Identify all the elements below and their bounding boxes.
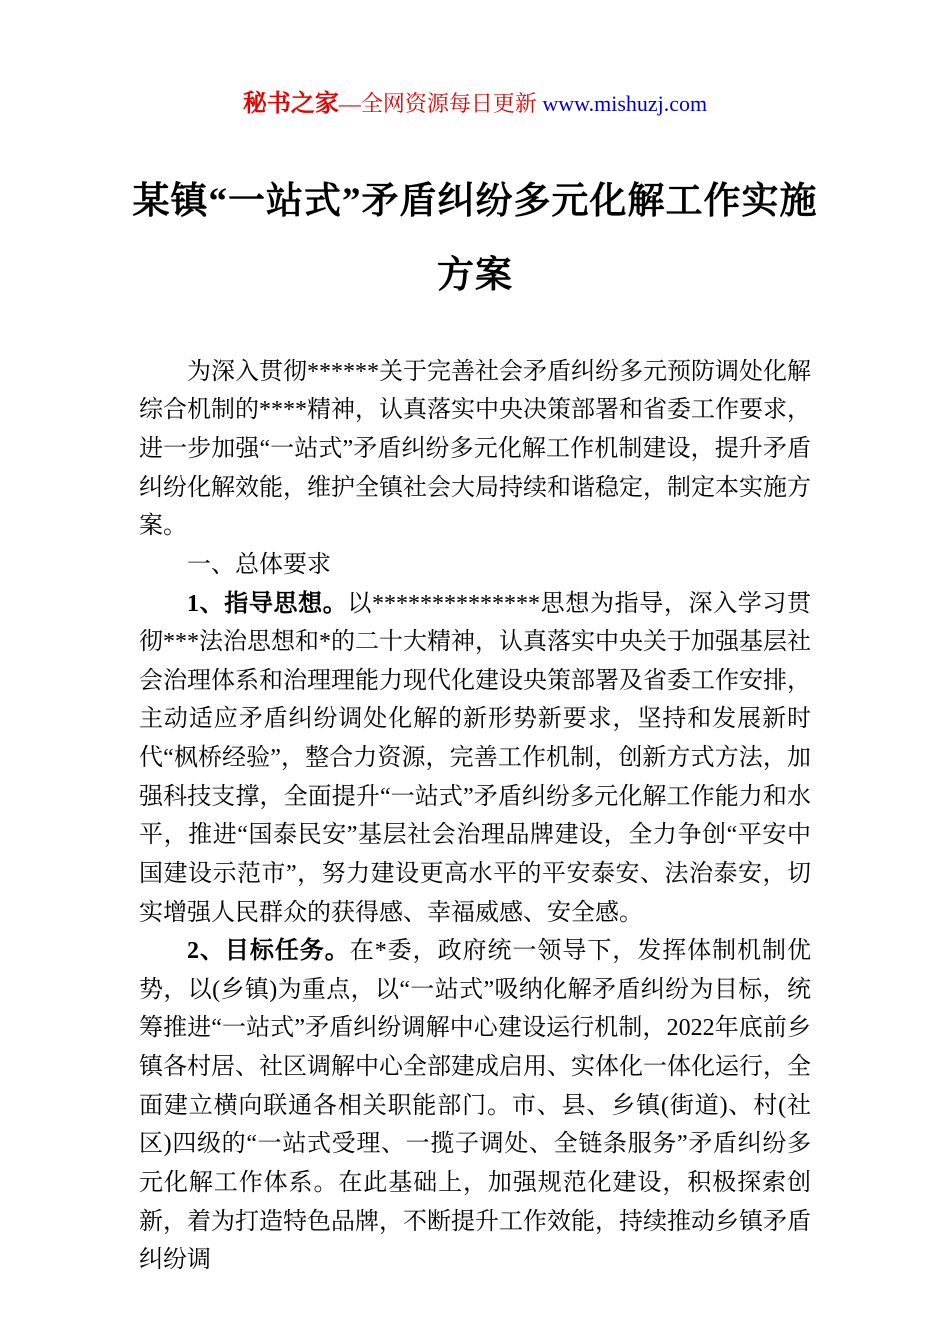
paragraph-intro: 为深入贯彻******关于完善社会矛盾纠纷多元预防调处化解综合机制的****精神，认真落实中央决策部署和省委工作要求，进一步加强“一站式”矛盾纠纷多元化解工作机制建设，提升矛盾纠纷化解效能，维护全镇社会大局持续和谐稳定，制定本实施方案。: [139, 358, 811, 540]
document-title: 某镇“一站式”矛盾纠纷多元化解工作实施方案: [132, 180, 818, 296]
paragraph-guiding-ideology-text: 以**************思想为指导，深入学习贯彻***法治思想和*的二十大精神，认真落实中央关于加强基层社会治理体系和治理理能力现代化建设央策部署及省委工作安排，主动适应矛盾纠纷调处化解的新形势新要求，坚持和发展新时代“枫桥经验”，整合力资源，完善工作机制，创新方式方法，加强科技支撑，全面提升“一站式”矛盾纠纷多元化解工作能力和水平，推进“国泰民安”基层社会治理品牌建设，全力争创“平安中 国建设示范市”，努力建设更高水平的平安泰安、法治泰安，切实增强人民群众的获得感、幸福威感、安全感。: [139, 590, 811, 926]
site-header: [0, 0, 950, 119]
site-brand: 秘书之家: [242, 91, 339, 117]
paragraph-goal-tasks-text: 在*委，政府统一领导下，发挥体制机制优势，以(乡镇)为重点，以“一站式”吸纳化解矛盾纠纷为目标，统筹推进“一站式”矛盾纠纷调解中心建设运行机制，2022年底前乡镇各村居、社区调解中心全部建成启用、实体化一体化运行，全面建立横向联通各相关职能部门。市、县、乡镇(街道)、村(社区)四级的“一站式受理、一揽子调处、全链条服务”矛盾纠纷多元化解工作体系。在此基础上，加强规范化建设，积极探索创新，着为打造特色品牌，不断提升工作效能，持续推动乡镇矛盾纠纷调: [139, 938, 812, 1274]
section-heading-overall-requirements: 一、总体要求: [187, 551, 331, 578]
paragraph-guiding-ideology: [139, 585, 811, 933]
document-body: [139, 353, 811, 1280]
site-url-link[interactable]: www.mishuzj.com: [542, 91, 708, 116]
paragraph-guiding-ideology-lead: 1、指导思想。: [187, 590, 348, 617]
paragraph-goal-tasks-lead: 2、目标任务。: [187, 938, 350, 965]
paragraph-goal-tasks: [139, 932, 811, 1280]
site-tagline: —全网资源每日更新: [338, 91, 543, 116]
